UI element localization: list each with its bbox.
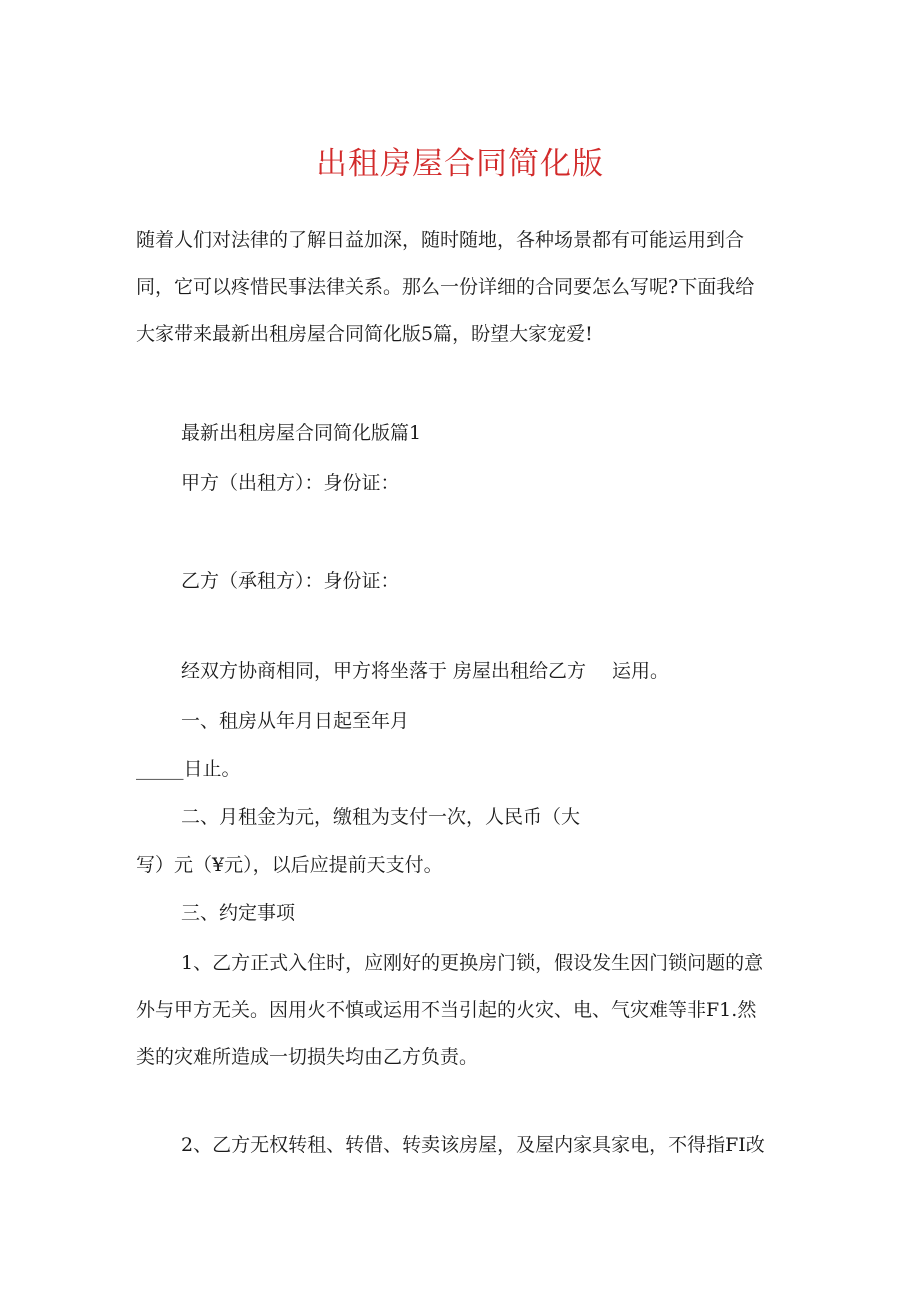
agreement-line: [181, 648, 669, 695]
party-b-line: 乙方（承租方）：身份证：: [181, 570, 400, 592]
intro-paragraph: [136, 217, 796, 358]
clause-2-line-2: 写）元（¥元），以后应提前天支付。: [136, 854, 443, 876]
clause-3-heading: 三、约定事项: [181, 902, 296, 924]
item-1-line-1: 1、乙方正式入住时，应刚好的更换房门锁，假设发生因门锁问题的意: [181, 952, 764, 974]
party-a-line: 甲方（出租方）：身份证：: [181, 472, 400, 494]
item-2-line-1: 2、乙方无权转租、转借、转卖该房屋，及屋内家具家电，不得指FI改: [181, 1134, 765, 1156]
section-heading: 最新出租房屋合同简化版篇1: [181, 422, 422, 444]
document-title: 出租房屋合同简化版: [316, 146, 604, 182]
clause-2-line-1: 二、月租金为元，缴租为支付一次，人民币（大: [181, 806, 581, 828]
intro-line-1: 随着人们对法律的了解日益加深，随时随地，各种场景都有可能运用到合: [136, 229, 745, 251]
intro-line-3: 大家带来最新出租房屋合同简化版5篇，盼望大家宠爱!: [136, 323, 593, 345]
agreement-text: 经双方协商相同，甲方将坐落于 房屋出租给乙方: [181, 660, 587, 682]
item-1-line-3: 类的灾难所造成一切损失均由乙方负责。: [136, 1046, 479, 1068]
agreement-usage: 运用。: [612, 660, 670, 682]
item-1-line-2: 外与甲方无关。因用火不慎或运用不当引起的火灾、电、气灾难等非F1.然: [136, 999, 757, 1021]
intro-line-2: 同，它可以疼惜民事法律关系。那么一份详细的合同要怎么写呢?下面我给: [136, 276, 755, 298]
clause-1-line-2: _____日止。: [136, 758, 241, 780]
clause-1-line-1: 一、租房从年月日起至年月: [181, 710, 410, 732]
